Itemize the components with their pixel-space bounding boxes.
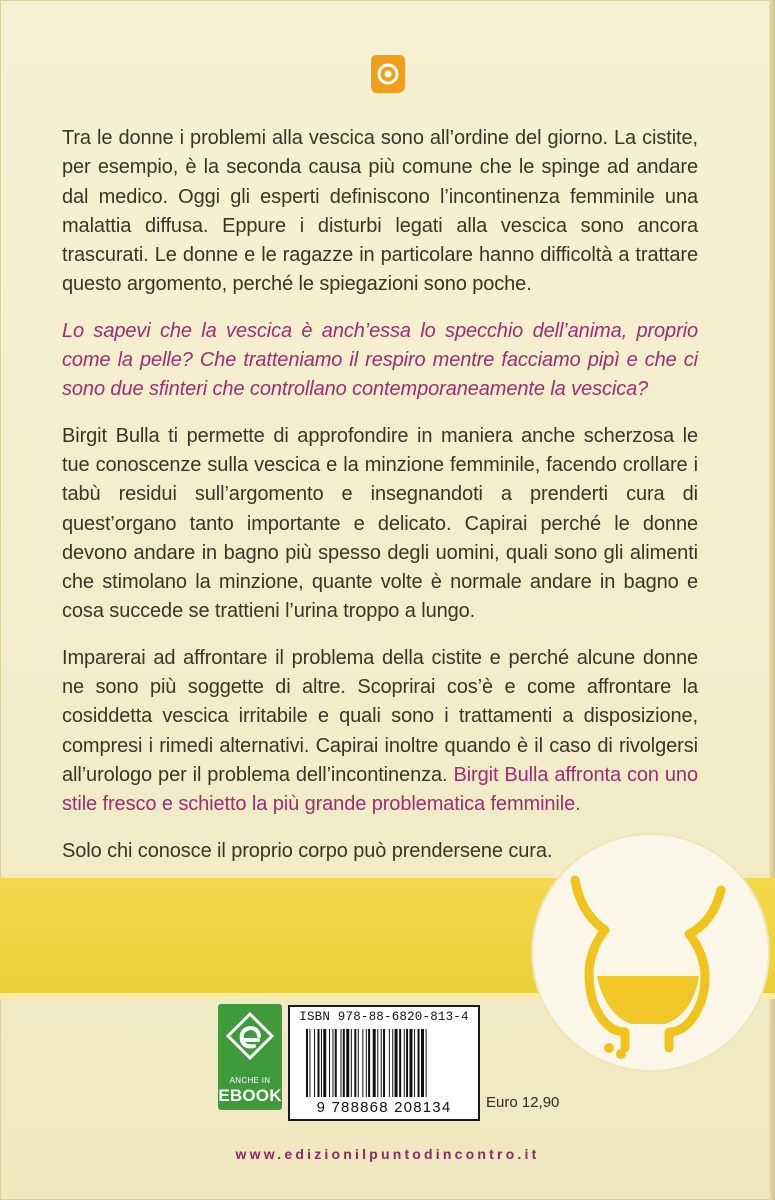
isbn-number: ISBN 978-88-6820-813-4 (299, 1010, 469, 1024)
barcode-bar (404, 1029, 405, 1097)
bladder-icon (553, 852, 743, 1062)
publisher-website: www.edizionilpuntodincontro.it (235, 1146, 540, 1162)
paragraph-question: Lo sapevi che la vescica è anch’essa lo specchio dell’anima, proprio come la pelle? Che tratteniamo il respiro mentre facciamo pipì e che ci sono due sfinteri che controllano contemporaneamente la vescica? (62, 319, 698, 401)
barcode-bars (306, 1029, 462, 1099)
barcode-bar (306, 1029, 308, 1097)
publisher-logo-icon (371, 55, 405, 93)
barcode-bar (381, 1029, 382, 1097)
barcode-bar (392, 1029, 393, 1097)
barcode-bar (341, 1029, 342, 1097)
barcode-bar (314, 1029, 315, 1097)
barcode-bar (343, 1029, 345, 1097)
barcode-bar (368, 1029, 370, 1097)
barcode-bar (383, 1029, 385, 1097)
blurb-text (62, 124, 698, 883)
barcode-bar (362, 1029, 363, 1097)
barcode-bar (421, 1029, 424, 1097)
ean-digits: 9 788868 208134 (316, 1099, 452, 1116)
barcode-bar (399, 1029, 401, 1097)
barcode-bar (410, 1029, 413, 1097)
paragraph-intro: Tra le donne i problemi alla vescica sono all’ordine del giorno. La cistite, per esempio, è la seconda causa più comune che le spinge ad andare dal medico. Oggi gli esperti definiscono l’incontinenza femminile una malattia diffusa. Eppure i disturbi legati alla vescica sono ancora trascurati. Le donne e le ragazze in particolare hanno difficoltà a trattare questo argomento, perché le spiegazioni sono poche. (62, 127, 698, 296)
barcode-bar (373, 1029, 376, 1097)
paragraph-topics (62, 644, 698, 820)
barcode-bar (426, 1029, 427, 1097)
barcode-bar (318, 1029, 320, 1097)
barcode-bar (332, 1029, 333, 1097)
isbn-barcode (288, 1005, 480, 1121)
barcode-bar (418, 1029, 420, 1097)
barcode-bar (323, 1029, 326, 1097)
ebook-top-label: ANCHE IN (229, 1076, 271, 1085)
barcode-bar (321, 1029, 322, 1097)
barcode-bar (309, 1029, 310, 1097)
barcode-bar (414, 1029, 415, 1097)
barcode-bar (351, 1029, 352, 1097)
price: Euro 12,90 (486, 1094, 560, 1111)
barcode-bar (366, 1029, 367, 1097)
ebook-e-icon (226, 1012, 274, 1072)
barcode-bar (354, 1029, 356, 1097)
barcode-bar (335, 1029, 337, 1097)
barcode-bar (346, 1029, 349, 1097)
barcode-bar (377, 1029, 378, 1097)
ebook-word: EBOOK (218, 1086, 282, 1105)
paragraph-topics-main: Imparerai ad affrontare il problema della cistite e perché alcune donne ne sono più soggette di altre. Scoprirai cos’è e come affrontare la cosiddetta vescica irritabile e quali sono i trattamenti a disposizione, compresi i rimedi alternativi. Capirai inoltre quando è il caso di rivolgersi all’urologo per il problema dell’incontinenza. (62, 646, 698, 786)
barcode-bar (389, 1029, 390, 1097)
cover-spine-edge (769, 0, 775, 1200)
barcode-bar (395, 1029, 398, 1097)
paragraph-author: Birgit Bulla ti permette di approfondire in maniera anche scherzosa le tue conoscenze sulla vescica e la minzione femminile, facendo crollare i tabù residui sull’argomento e insegnandoti a prenderti cura di quest’organo tanto importante e delicato. Capirai perché le donne devono andare in bagno più spesso degli uomini, quali sono gli alimenti che stimolano la minzione, quante volte è normale andare in bagno e cosa succede se trattieni l’urina troppo a lungo. (62, 424, 698, 623)
paragraph-topics-accent: Birgit Bulla affronta con uno stile fresco e schietto la più grande problematica femminile. (62, 763, 698, 816)
barcode-bar (406, 1029, 408, 1097)
barcode-bar (358, 1029, 359, 1097)
barcode-bar (329, 1029, 330, 1097)
ebook-badge (218, 1004, 282, 1110)
paragraph-closing: Solo chi conosce il proprio corpo può prendersene cura. (62, 839, 553, 862)
